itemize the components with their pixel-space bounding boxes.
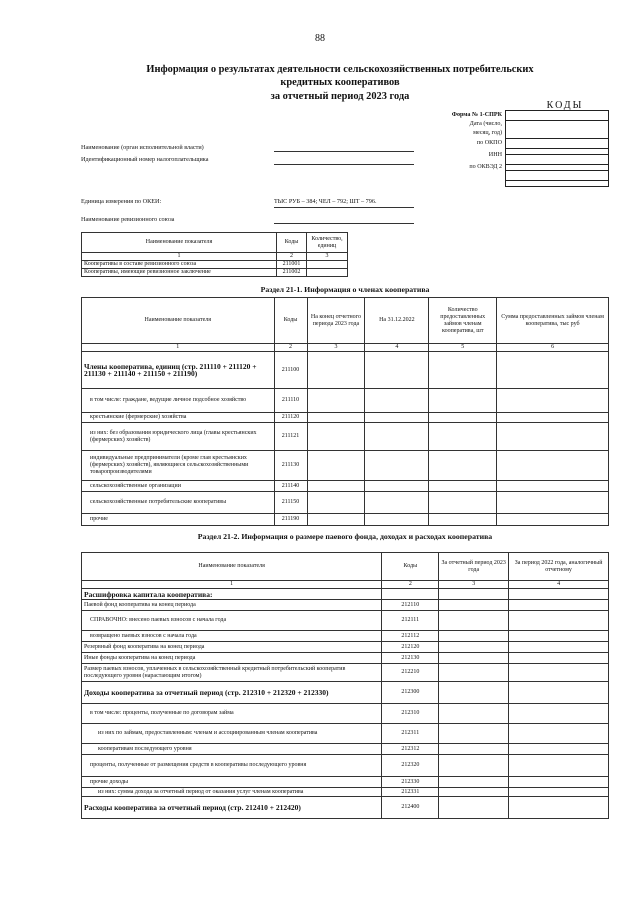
value-cell[interactable] [307,389,365,413]
col-header: Коды [274,298,307,344]
date-label-2: месяц, год) [473,130,502,137]
row-label: из них: без образования юридического лица (главы крестьянских (фермерских) хозяйств) [82,423,275,451]
value-cell[interactable] [365,352,429,389]
table-row [82,788,609,797]
value-cell[interactable] [497,492,609,514]
title-line-2: кредитных кооперативов [280,77,400,89]
value-cell[interactable] [439,682,509,704]
table-row [82,423,609,451]
table-row [82,413,609,423]
row-label: кооперативам последующего уровня [82,744,382,755]
value-cell[interactable] [509,642,609,653]
row-label: сельскохозяйственные потребительские кооперативы [82,492,275,514]
row-label: Паевой фонд кооператива на конец периода [82,600,382,611]
row-code: 211120 [274,413,307,423]
col-number: 1 [82,581,382,589]
row-label: крестьянские (фермерские) хозяйства [82,413,275,423]
col-number: 4 [365,344,429,352]
value-cell[interactable] [509,755,609,777]
section-21-2-table [81,552,609,819]
code-cell-date[interactable] [506,121,609,139]
value-cell[interactable] [439,777,509,788]
value-cell[interactable] [509,797,609,819]
row-code: 212320 [382,755,439,777]
value-cell[interactable] [307,481,365,492]
value-cell[interactable] [497,413,609,423]
row-code: 212300 [382,682,439,704]
row-code: 212330 [382,777,439,788]
value-cell[interactable] [509,589,609,600]
row-label: Расходы кооператива за отчетный период (стр. 212410 + 212420) [82,797,382,819]
org-name-label: Наименование (орган исполнительной власти) [81,144,204,151]
value-cell[interactable] [307,352,365,389]
col-header: Наименование показателя [82,298,275,344]
okved-label: по ОКВЭД 2 [469,164,502,171]
value-cell[interactable] [439,600,509,611]
audit-union-table [81,232,348,277]
value-cell[interactable] [497,352,609,389]
org-name-line[interactable] [274,151,414,152]
row-label: Доходы кооператива за отчетный период (стр. 212310 + 212320 + 212330) [82,682,382,704]
value-cell[interactable] [439,755,509,777]
row-label: индивидуальные предприниматели (кроме глав крестьянских (фермерских) хозяйств), являющиеся сельскохозяйственными товаропроизводителями [82,451,275,481]
table-row [82,514,609,526]
codes-header: КОДЫ [546,100,584,111]
col-header: Наименование показателя [82,233,277,253]
section-21-2-title: Раздел 21-2. Информация о размере паевого фонда, доходах и расходах кооператива [197,532,493,541]
value-cell[interactable] [429,514,497,526]
row-label: из них по займам, предоставленным: членам и ассоциированным членам кооператива [82,724,382,744]
value-cell[interactable] [439,611,509,631]
col-number: 1 [82,344,275,352]
title-line-3: за отчетный период 2023 года [270,90,410,102]
value-cell[interactable] [439,724,509,744]
table-row [82,261,348,269]
row-code: 212400 [382,797,439,819]
row-label: Члены кооператива, единиц (стр. 211110 + 211120 + 211130 + 211140 + 211150 + 211190) [82,352,275,389]
section-21-1-table [81,297,609,526]
row-code: 212312 [382,744,439,755]
col-number: 2 [274,344,307,352]
value-cell[interactable] [509,777,609,788]
table-row [82,631,609,642]
value-cell[interactable] [365,389,429,413]
code-cell-blank-3[interactable] [506,181,609,187]
row-code: 211110 [274,389,307,413]
row-code: 212210 [382,664,439,682]
col-header: Коды [382,553,439,581]
value-cell[interactable] [307,261,348,269]
okpo-label: по ОКПО [476,139,502,146]
value-cell[interactable] [429,492,497,514]
value-cell[interactable] [509,600,609,611]
row-code: 212130 [382,653,439,664]
row-label: Расшифровка капитала кооператива: [82,589,382,600]
value-cell[interactable] [509,631,609,642]
date-label-1: Дата (число, [469,121,502,128]
value-cell[interactable] [509,704,609,724]
value-cell[interactable] [365,481,429,492]
col-number: 1 [82,253,277,261]
inn-code-label: ИНН [488,151,502,158]
table-row [82,451,609,481]
codes-box [505,110,609,187]
value-cell[interactable] [509,611,609,631]
row-label: сельскохозяйственные организации [82,481,275,492]
value-cell[interactable] [429,451,497,481]
col-number: 3 [307,253,348,261]
row-label: возвращено паевых взносов с начала года [82,631,382,642]
row-code [382,589,439,600]
table-row [82,653,609,664]
value-cell[interactable] [307,451,365,481]
table-row [82,492,609,514]
value-cell[interactable] [365,413,429,423]
value-cell[interactable] [439,664,509,682]
value-cell[interactable] [429,413,497,423]
value-cell[interactable] [429,389,497,413]
value-cell[interactable] [509,744,609,755]
table-row [82,777,609,788]
inn-line[interactable] [274,164,414,165]
value-cell[interactable] [365,492,429,514]
col-header: За отчетный период 2023 года [439,553,509,581]
value-cell[interactable] [439,797,509,819]
col-number: 2 [382,581,439,589]
table-row [82,682,609,704]
okei-line [274,207,414,208]
row-label: в том числе: проценты, полученные по договорам займа [82,704,382,724]
code-cell-inn[interactable] [506,155,609,165]
row-code: 211100 [274,352,307,389]
row-code: 212311 [382,724,439,744]
col-header: На 31.12.2022 [365,298,429,344]
row-label: СПРАВОЧНО: внесено паевых взносов с начала года [82,611,382,631]
audit-union-line[interactable] [274,223,414,224]
row-label: прочие доходы [82,777,382,788]
code-cell-okpo[interactable] [506,139,609,149]
value-cell[interactable] [307,492,365,514]
inn-label: Идентификационный номер налогоплательщика [81,156,209,163]
row-label: проценты, полученные от размещения средств в кооперативы последующего уровня [82,755,382,777]
okei-value: ТЫС РУБ – 384; ЧЕЛ – 792; ШТ – 796. [274,198,377,205]
row-code: 212112 [382,631,439,642]
col-header: Наименование показателя [82,553,382,581]
value-cell[interactable] [307,413,365,423]
col-number: 2 [277,253,307,261]
table-row [82,797,609,819]
page-number: 88 [315,33,325,44]
col-number: 3 [439,581,509,589]
table-row [82,724,609,744]
value-cell[interactable] [497,514,609,526]
audit-union-label: Наименование ревизионного союза [81,216,175,223]
table-row [82,664,609,682]
row-code: 211121 [274,423,307,451]
codes-labels [420,111,502,172]
form-number: Форма № 1-СПРК [451,112,502,118]
value-cell[interactable] [439,788,509,797]
row-code: 212120 [382,642,439,653]
value-cell[interactable] [509,724,609,744]
row-code: 211002 [277,269,307,277]
row-code: 212110 [382,600,439,611]
col-header: Количество предоставленных займов членам кооператива, шт [429,298,497,344]
row-code: 212331 [382,788,439,797]
row-label: Размер паевых взносов, уплаченных в сельскохозяйственный кредитный потребительский кооператив последующего уровня (нарастающим итогом) [82,664,382,682]
col-header: За период 2022 года, аналогичный отчетному [509,553,609,581]
value-cell[interactable] [509,788,609,797]
value-cell[interactable] [429,352,497,389]
col-number: 4 [509,581,609,589]
col-number: 6 [497,344,609,352]
value-cell[interactable] [439,631,509,642]
col-header: На конец отчетного периода 2023 года [307,298,365,344]
col-header: Сумма предоставленных займов членам кооператива, тыс руб [497,298,609,344]
row-label: Кооперативы в составе ревизионного союза [82,261,277,269]
value-cell[interactable] [497,389,609,413]
value-cell[interactable] [509,653,609,664]
value-cell[interactable] [365,514,429,526]
value-cell[interactable] [439,642,509,653]
row-code: 212310 [382,704,439,724]
table-row [82,611,609,631]
value-cell[interactable] [429,423,497,451]
row-label: Иные фонды кооператива на конец периода [82,653,382,664]
value-cell[interactable] [497,481,609,492]
row-code: 211190 [274,514,307,526]
page-title [120,63,560,103]
section-21-1-title: Раздел 21-1. Информация о членах кооператива [260,285,430,294]
value-cell[interactable] [365,423,429,451]
table-row [82,744,609,755]
row-label: в том числе: граждане, ведущие личное подсобное хозяйство [82,389,275,413]
table-row [82,589,609,600]
table-row [82,481,609,492]
value-cell[interactable] [307,423,365,451]
value-cell[interactable] [509,664,609,682]
value-cell[interactable] [439,704,509,724]
value-cell[interactable] [307,514,365,526]
table-row [82,389,609,413]
row-label: Кооперативы, имеющие ревизионное заключение [82,269,277,277]
value-cell[interactable] [497,451,609,481]
title-line-1: Информация о результатах деятельности сельскохозяйственных потребительских [146,64,534,75]
value-cell[interactable] [439,653,509,664]
row-code: 211130 [274,451,307,481]
table-row [82,642,609,653]
table-row [82,269,348,277]
row-code: 211001 [277,261,307,269]
value-cell[interactable] [497,423,609,451]
table-row [82,755,609,777]
row-code: 212111 [382,611,439,631]
row-label: Резервный фонд кооператива на конец периода [82,642,382,653]
row-code: 211140 [274,481,307,492]
col-number: 3 [307,344,365,352]
value-cell[interactable] [439,744,509,755]
code-cell-form[interactable] [506,111,609,121]
row-label: прочие [82,514,275,526]
table-row [82,600,609,611]
col-number: 5 [429,344,497,352]
table-row [82,352,609,389]
col-header: Количество, единиц [307,233,348,253]
value-cell[interactable] [439,589,509,600]
row-code: 211150 [274,492,307,514]
value-cell[interactable] [307,269,348,277]
okei-label: Единица измерения по ОКЕИ: [81,198,162,205]
row-label: из них: сумма дохода за отчетный период от оказания услуг членам кооператива [82,788,382,797]
code-cell-okved[interactable] [506,171,609,181]
value-cell[interactable] [509,682,609,704]
col-header: Коды [277,233,307,253]
table-row [82,704,609,724]
value-cell[interactable] [365,451,429,481]
value-cell[interactable] [429,481,497,492]
